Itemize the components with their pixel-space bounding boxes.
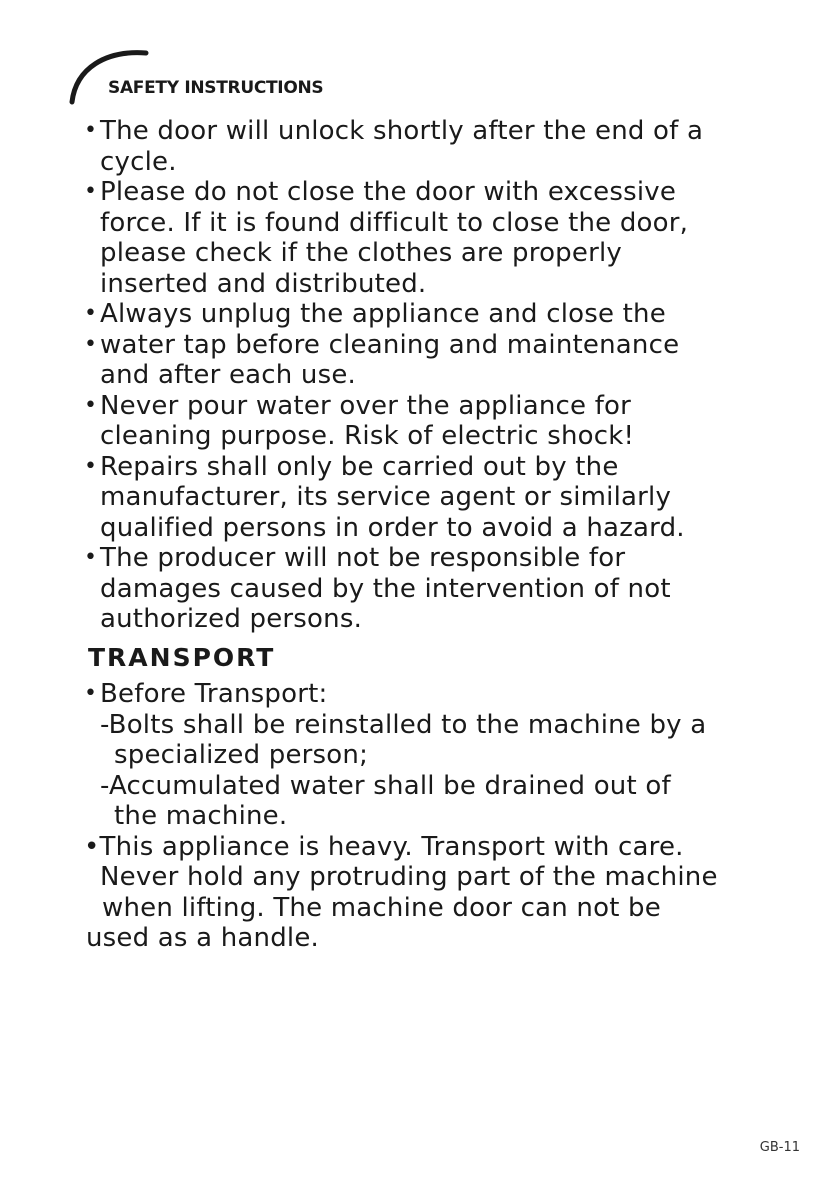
item-line: damages caused by the intervention of not xyxy=(100,573,671,604)
transport-heading: TRANSPORT xyxy=(88,642,276,672)
item-line: inserted and distributed. xyxy=(100,268,427,299)
heavy-line: •This appliance is heavy. Transport with care. xyxy=(84,831,684,862)
item-line: and after each use. xyxy=(100,360,357,390)
heavy-line: when lifting. The machine door can not be xyxy=(102,892,661,923)
transport-sub-item xyxy=(84,710,784,771)
item-line: Repairs shall only be carried out by the xyxy=(100,451,619,482)
bullet-icon: • xyxy=(84,453,98,479)
item-line: The door will unlock shortly after the end of a xyxy=(100,116,704,146)
safety-item xyxy=(84,330,784,391)
safety-item xyxy=(84,116,784,177)
transport-item xyxy=(84,679,784,710)
safety-item xyxy=(84,452,784,544)
item-line: The producer will not be responsible for xyxy=(100,543,626,573)
bullet-icon: • xyxy=(84,392,98,418)
item-line: authorized persons. xyxy=(100,604,363,634)
safety-item xyxy=(84,177,784,299)
safety-item xyxy=(84,391,784,452)
transport-sub-item xyxy=(84,771,784,832)
sub-item-line: -Accumulated water shall be drained out of xyxy=(100,770,671,801)
bullet-icon: • xyxy=(84,681,98,706)
bullet-icon: • xyxy=(84,179,98,204)
heavy-line: used as a handle. xyxy=(86,923,320,953)
sub-item-line: the machine. xyxy=(114,801,288,831)
safety-item xyxy=(84,299,784,330)
item-line: cycle. xyxy=(100,146,177,177)
item-line: manufacturer, its service agent or similarly xyxy=(100,482,672,512)
item-line: force. If it is found difficult to close the door, xyxy=(100,207,689,238)
bullet-icon: • xyxy=(84,331,98,357)
sub-item-line: -Bolts shall be reinstalled to the machine by a xyxy=(100,709,707,740)
before-transport-label: Before Transport: xyxy=(100,679,328,709)
item-line: Please do not close the door with excessive xyxy=(100,177,677,207)
bullet-icon: • xyxy=(84,118,98,143)
safety-item xyxy=(84,543,784,635)
sub-item-line: specialized person; xyxy=(114,740,369,770)
bullet-icon: • xyxy=(84,545,98,570)
item-line: please check if the clothes are properly xyxy=(100,238,622,268)
document-body xyxy=(84,116,784,954)
item-line: cleaning purpose. Risk of electric shock! xyxy=(100,421,635,451)
heavy-line: Never hold any protruding part of the machine xyxy=(100,862,718,892)
item-line: Always unplug the appliance and close the xyxy=(100,299,666,329)
page-number: GB-11 xyxy=(759,1140,800,1155)
item-line: qualified persons in order to avoid a hazard. xyxy=(100,512,685,543)
item-line: Never pour water over the appliance for xyxy=(100,390,632,421)
section-header: SAFETY INSTRUCTIONS xyxy=(108,78,324,98)
item-line: water tap before cleaning and maintenance xyxy=(100,329,680,360)
bullet-icon: • xyxy=(84,301,98,326)
